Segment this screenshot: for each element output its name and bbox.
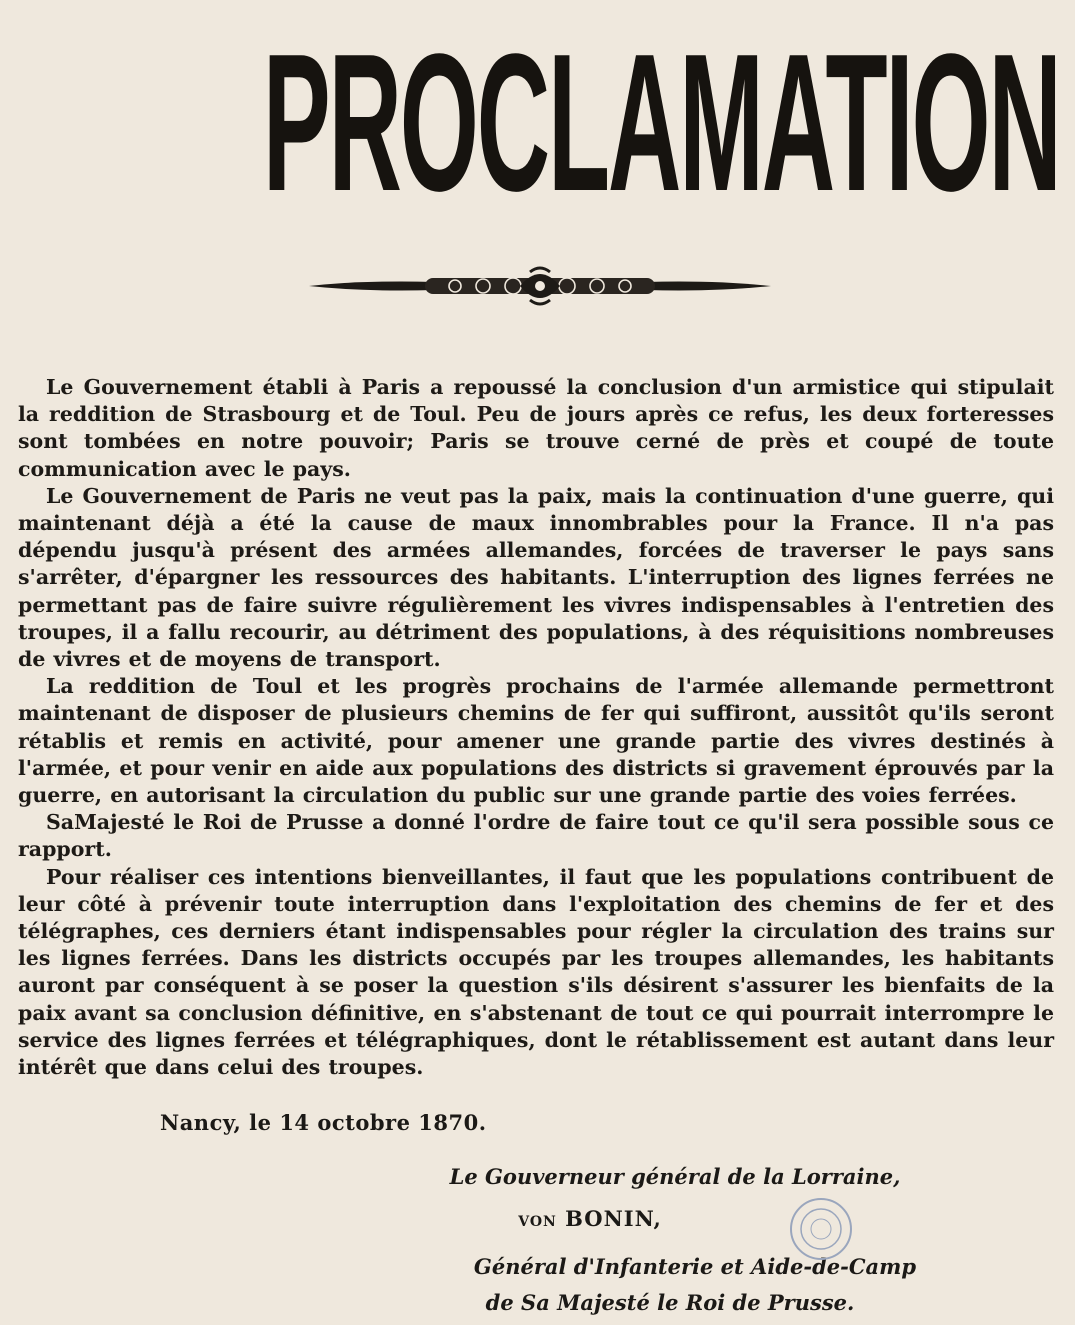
body-paragraph: Pour réaliser ces intentions bienveillantes, il faut que les populations contribuent de leur côté à prévenir toute interruption dans l'exploitation des chemins de fer et des télégraphes, ces derniers étant indispensables pour régler la circulation des trains sur les lignes ferrées. Dans les districts occupés par les troupes allemandes, les habitants auront par conséquent à se poser la question s'ils désirent s'assurer les bienfaits de la paix avant sa conclusion définitive, en s'abstenant de tout ce qui pourrait interrompre le service des lignes ferrées et télégraphiques, dont le rétablissement est autant dans leur intérêt que dans celui des troupes.: [18, 864, 1054, 1080]
body-paragraph: La reddition de Toul et les progrès prochains de l'armée allemande permettront maintenant de disposer de plusieurs chemins de fer qui suffiront, aussitôt qu'ils seront rétablis et remis en activité, pour amener une grande partie des vivres destinés à l'armée, et pour venir en aide aux populations des districts si gravement éprouvés par la guerre, en autorisant la circulation du public sur une grande partie des voies ferrées.: [18, 674, 1054, 808]
signature-rank: Général d'Infanterie et Aide-de-Camp: [473, 1254, 917, 1279]
signature-office: Le Gouverneur général de la Lorraine,: [449, 1164, 901, 1189]
signature-name: BONIN,: [565, 1206, 662, 1231]
body-paragraph: Le Gouvernement de Paris ne veut pas la paix, mais la continuation d'une guerre, qui maintenant déjà a été la cause de maux innombrables pour la France. Il n'a pas dépendu jusqu'à présent des armées allemandes, forcées de traverser le pays sans s'arrêter, d'épargner les ressources des habitants. L'interruption des lignes ferrées ne permettant pas de faire suivre régulièrement les vivres indispensables à l'entretien des troupes, il a fallu recourir, au détriment des populations, à des réquisitions nombreuses de vivres et de moyens de transport.: [18, 483, 1054, 672]
signature-prefix: VON: [518, 1214, 557, 1230]
poster-title: PROCLAMATION: [262, 13, 1060, 233]
library-stamp: [788, 1196, 854, 1262]
body-paragraph: Le Gouvernement établi à Paris a repoussé la conclusion d'un armistice qui stipulait la reddition de Strasbourg et de Toul. Peu de jours après ce refus, les deux forteresses sont tombées en notre pouvoir; Paris se trouve cerné de près et coupé de toute communication avec le pays.: [18, 375, 1054, 481]
dateline: Nancy, le 14 octobre 1870.: [160, 1110, 487, 1135]
decorative-ornament-divider: [305, 258, 775, 314]
signature-title: de Sa Majesté le Roi de Prusse.: [485, 1290, 855, 1315]
proclamation-body: [18, 374, 1054, 1081]
signature-name-line: [395, 1206, 785, 1231]
body-paragraph: SaMajesté le Roi de Prusse a donné l'ordre de faire tout ce qu'il sera possible sous ce rapport.: [18, 810, 1054, 862]
